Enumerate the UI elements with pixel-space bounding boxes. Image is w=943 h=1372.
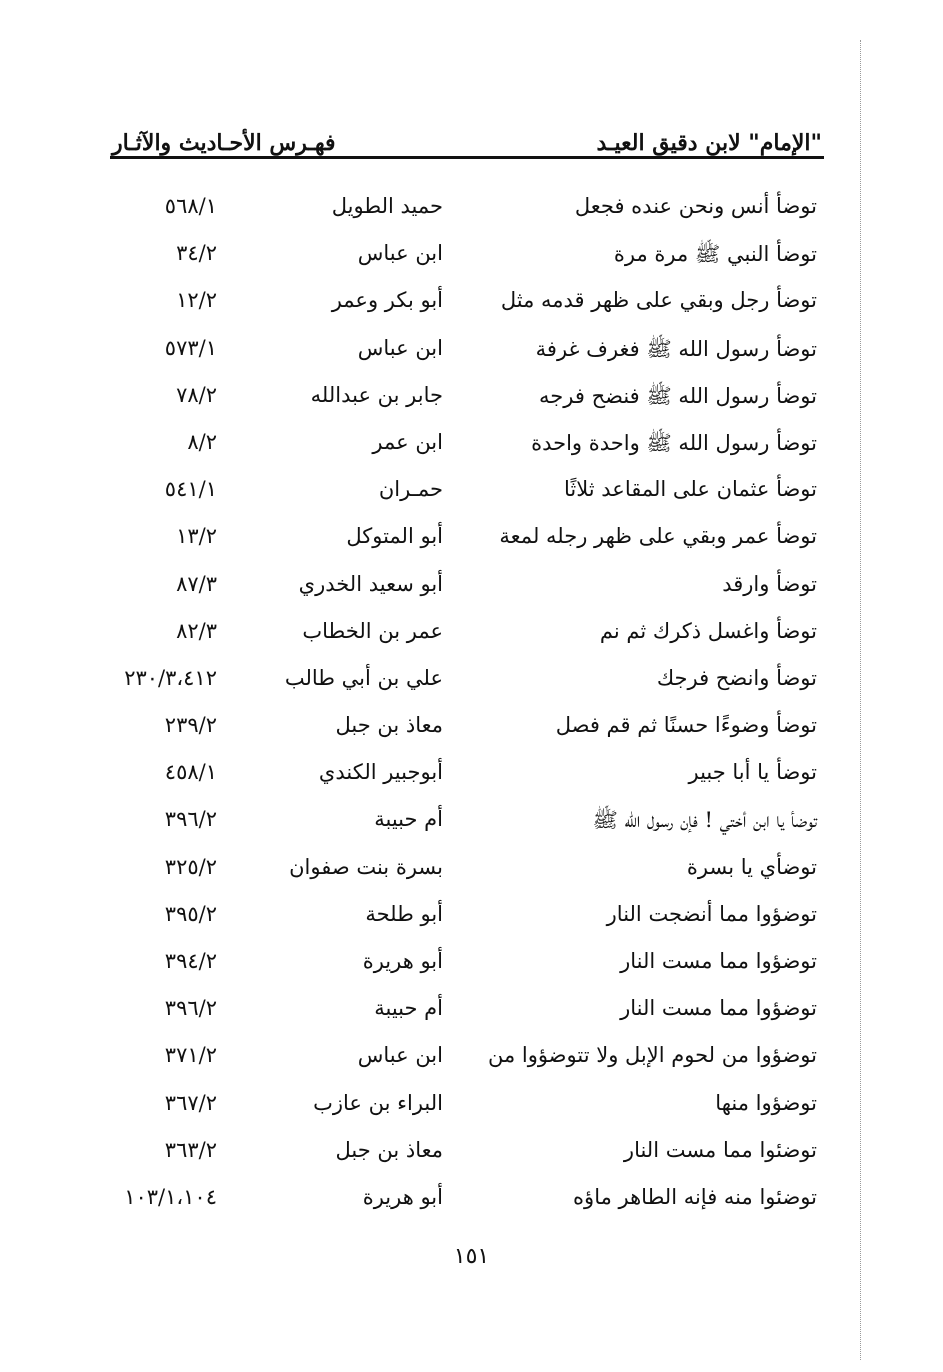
narrator-name: أبوجبير الكندي (318, 760, 443, 785)
narrator-name: البراء بن عازب (313, 1090, 443, 1115)
narrator-name: معاذ بن جبل (335, 713, 443, 738)
volume-page-ref: ٧٨/٢ (176, 382, 217, 407)
index-row (0, 1083, 943, 1130)
volume-page-ref: ٨/٢ (187, 429, 217, 454)
index-row (0, 280, 943, 327)
narrator-name: أبو بكر وعمر (331, 288, 443, 313)
narrator-name: عمر بن الخطاب (302, 618, 443, 643)
narrator-name: معاذ بن جبل (335, 1137, 443, 1162)
index-row (0, 516, 943, 563)
index-row (0, 752, 943, 799)
header-book-title: "الإمام" لابن دقيق العيـد (596, 130, 822, 156)
index-row (0, 611, 943, 658)
volume-page-ref: ٢٣٠/٣،٤١٢ (124, 665, 217, 690)
volume-page-ref: ٣٩٤/٢ (164, 949, 217, 973)
narrator-name: أبو هريرة (362, 1184, 443, 1209)
hadith-text: توضأي يا بسرة (686, 854, 817, 879)
index-row (0, 1177, 943, 1224)
index-row (0, 422, 943, 469)
index-row (0, 799, 943, 846)
volume-page-ref: ٣٦٣/٢ (164, 1137, 217, 1162)
volume-page-ref: ٣٧١/٢ (164, 1043, 217, 1068)
volume-page-ref: ٣٩٥/٢ (164, 901, 217, 926)
narrator-name: ابن عباس (357, 241, 443, 266)
volume-page-ref: ٨٢/٣ (176, 618, 217, 643)
hadith-text: توضأ وارقد (722, 571, 817, 596)
volume-page-ref: ٣٩٦/٢ (164, 807, 217, 832)
hadith-text: توضأ رسول الله ﷺ واحدة واحدة (531, 430, 817, 455)
narrator-name: بسرة بنت صفوان (289, 854, 443, 879)
volume-page-ref: ٢٣٩/٢ (164, 713, 217, 738)
index-row (0, 233, 943, 280)
hadith-text: توضأ يا أبا جبير (688, 760, 817, 785)
index-row (0, 1130, 943, 1177)
running-header (112, 116, 822, 156)
index-row (0, 564, 943, 611)
volume-page-ref: ٥٤١/١ (164, 477, 217, 502)
volume-page-ref: ٤٥٨/١ (164, 760, 217, 785)
index-row (0, 328, 943, 375)
hadith-text: توضؤوا مما أنضجت النار (606, 901, 817, 926)
index-row (0, 705, 943, 752)
narrator-name: حميد الطويل (331, 194, 443, 218)
narrator-name: أبو طلحة (365, 901, 443, 926)
hadith-text: توضئوا منه فإنه الطاهر ماؤه (573, 1184, 817, 1209)
index-row (0, 941, 943, 988)
narrator-name: أم حبيبة (374, 996, 443, 1021)
index-row (0, 894, 943, 941)
volume-page-ref: ١٣/٢ (176, 524, 217, 549)
hadith-text: توضأ النبي ﷺ مرة مرة (613, 242, 817, 267)
volume-page-ref: ٣٢٥/٢ (164, 854, 217, 879)
volume-page-ref: ٥٧٣/١ (164, 335, 217, 360)
narrator-name: ابن عمر (372, 429, 443, 454)
narrator-name: علي بن أبي طالب (284, 665, 443, 690)
narrator-name: أبو المتوكل (346, 524, 443, 549)
narrator-name: ابن عباس (357, 1043, 443, 1068)
index-row (0, 469, 943, 516)
narrator-name: أبو سعيد الخدري (298, 571, 443, 596)
hadith-text: توضأ وضوءًا حسنًا ثم قم فصل (555, 713, 817, 738)
narrator-name: أم حبيبة (374, 807, 443, 832)
volume-page-ref: ٨٧/٣ (176, 571, 217, 596)
volume-page-ref: ٣٩٦/٢ (164, 996, 217, 1021)
header-rule (110, 156, 824, 159)
volume-page-ref: ١٢/٢ (176, 288, 217, 313)
hadith-text: توضؤوا منها (715, 1090, 817, 1115)
index-row (0, 658, 943, 705)
hadith-text: توضئوا مما مست النار (623, 1137, 817, 1162)
index-row (0, 1035, 943, 1082)
hadith-text: توضأ يا ابن أختي ! فإن رسول الله ﷺ (592, 808, 817, 833)
hadith-text: توضأ عمر وبقي على ظهر رجله لمعة (499, 524, 817, 549)
narrator-name: حمـران (378, 477, 443, 502)
hadith-text: توضؤوا من لحوم الإبل ولا تتوضؤوا من (487, 1043, 817, 1068)
volume-page-ref: ٥٦٨/١ (164, 194, 217, 218)
volume-page-ref: ١٠٣/١،١٠٤ (124, 1184, 217, 1209)
hadith-text: توضؤوا مما مست النار (620, 996, 817, 1021)
page-number: ١٥١ (453, 1244, 490, 1269)
hadith-text: توضأ أنس ونحن عنده فجعل (574, 194, 817, 218)
index-row (0, 988, 943, 1035)
narrator-name: جابر بن عبدالله (310, 382, 443, 407)
header-section-title: فهـرس الأحـاديث والآثـار (112, 130, 336, 156)
hadith-text: توضأ واغسل ذكرك ثم نم (599, 618, 817, 643)
hadith-text: توضؤوا مما مست النار (620, 949, 817, 973)
hadith-text: توضأ عثمان على المقاعد ثلاثًا (563, 477, 817, 502)
hadith-text: توضأ رسول الله ﷺ فنضح فرجه (539, 383, 817, 408)
hadith-text: توضأ رسول الله ﷺ فغرف غرفة (535, 336, 817, 361)
narrator-name: أبو هريرة (362, 949, 443, 973)
volume-page-ref: ٣٤/٢ (176, 241, 217, 266)
volume-page-ref: ٣٦٧/٢ (164, 1090, 217, 1115)
index-row (0, 847, 943, 894)
hadith-text: توضأ رجل وبقي على ظهر قدمه مثل (500, 288, 817, 313)
hadith-text: توضأ وانضح فرجك (656, 665, 817, 690)
hadith-index-list (0, 186, 943, 1224)
index-row (0, 375, 943, 422)
narrator-name: ابن عباس (357, 335, 443, 360)
index-row (0, 186, 943, 233)
